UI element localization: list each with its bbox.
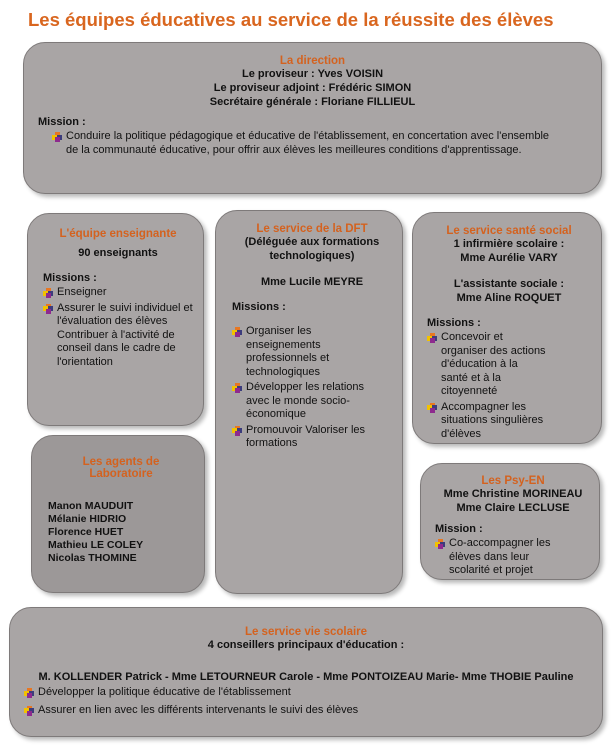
direction-proviseur: Le proviseur : Yves VOISIN xyxy=(241,68,384,80)
psy-person-2: Mme Claire LECLUSE xyxy=(456,502,570,514)
vie-scolaire-box xyxy=(9,607,603,737)
dft-mission-text: Développer les relations avec le monde socio-économique xyxy=(246,381,365,420)
enseignante-mission-text: Assurer le suivi individuel et l'évaluation des élèves Contribuer à l'activité de conseil dans le cadre de l'orientation xyxy=(57,301,193,368)
dft-heading: Le service de la DFT xyxy=(256,223,368,235)
list-item xyxy=(43,286,193,300)
direction-secretaire: Secrétaire générale : Floriane FILLIEUL xyxy=(209,96,416,108)
bullet-icon xyxy=(232,383,242,393)
psy-person-1: Mme Christine MORINEAU xyxy=(443,488,583,500)
sante-infirmiere-title: 1 infirmière scolaire : xyxy=(453,238,565,250)
direction-heading: La direction xyxy=(279,55,346,67)
sante-mission-text: Concevoir et organiser des actions d'éducation à la santé et à la citoyenneté xyxy=(441,331,546,397)
labo-name: Mélanie HIDRIO xyxy=(48,513,127,525)
psy-heading: Les Psy-EN xyxy=(481,475,545,487)
enseignante-mission-label: Missions : xyxy=(43,272,97,284)
list-item xyxy=(232,424,372,451)
bullet-icon xyxy=(427,403,437,413)
bullet-icon xyxy=(52,132,62,142)
bullet-icon xyxy=(232,426,242,436)
enseignante-count: 90 enseignants xyxy=(78,247,158,259)
sante-box xyxy=(412,212,602,444)
list-item xyxy=(24,686,588,700)
dft-mission-label: Missions : xyxy=(232,301,286,313)
sante-assistante: Mme Aline ROQUET xyxy=(456,292,562,304)
labo-name: Manon MAUDUIT xyxy=(48,500,134,512)
psy-box xyxy=(420,463,600,580)
list-item xyxy=(435,537,563,578)
list-item xyxy=(427,331,547,399)
list-item xyxy=(232,325,372,379)
vie-subheading: 4 conseillers principaux d'éducation : xyxy=(207,639,405,651)
bullet-icon xyxy=(43,288,53,298)
bullet-icon xyxy=(435,539,445,549)
sante-mission-label: Missions : xyxy=(427,317,481,329)
sante-infirmiere: Mme Aurélie VARY xyxy=(460,252,558,264)
labo-name: Florence HUET xyxy=(48,526,124,538)
vie-mission-text: Développer la politique éducative de l'établissement xyxy=(38,686,291,698)
list-item xyxy=(24,704,588,718)
vie-names: M. KOLLENDER Patrick - Mme LETOURNEUR Carole - Mme PONTOIZEAU Marie- Mme THOBIE Pauline xyxy=(38,671,574,683)
page-title: Les équipes éducatives au service de la réussite des élèves xyxy=(28,9,554,30)
enseignante-heading: L'équipe enseignante xyxy=(59,228,177,240)
dft-person: Mme Lucile MEYRE xyxy=(260,276,364,288)
direction-mission-label: Mission : xyxy=(38,116,86,128)
enseignante-mission-text: Enseigner xyxy=(57,286,107,298)
list-item xyxy=(232,381,372,422)
direction-mission-text: Conduire la politique pédagogique et éducative de l'établissement, en concertation avec l'ensemble de la communauté éducative, pour offrir aux élèves les meilleures conditions d'apprentissage. xyxy=(66,130,550,156)
sante-heading: Le service santé social xyxy=(446,225,572,237)
psy-mission-text: Co-accompagner les élèves dans leur scolarité et projet xyxy=(449,537,551,576)
bullet-icon xyxy=(232,327,242,337)
bullet-icon xyxy=(43,304,53,314)
labo-box xyxy=(31,435,205,593)
labo-name: Nicolas THOMINE xyxy=(48,552,137,564)
bullet-icon xyxy=(24,688,34,698)
vie-heading: Le service vie scolaire xyxy=(244,626,368,638)
sante-mission-text: Accompagner les situations singulières d'élèves xyxy=(441,400,544,440)
dft-subheading: (Déléguée aux formations technologiques) xyxy=(244,236,380,262)
direction-adjoint: Le proviseur adjoint : Frédéric SIMON xyxy=(213,82,412,94)
list-item xyxy=(427,401,547,442)
labo-heading: Les agents de Laboratoire xyxy=(82,456,160,480)
dft-mission-text: Organiser les enseignements professionnels et technologiques xyxy=(246,325,330,378)
bullet-icon xyxy=(24,706,34,716)
vie-mission-text: Assurer en lien avec les différents intervenants le suivi des élèves xyxy=(38,703,359,716)
list-item xyxy=(43,302,193,370)
list-item xyxy=(52,130,552,157)
dft-box xyxy=(215,210,403,594)
sante-assistante-title: L'assistante sociale : xyxy=(453,278,565,290)
direction-box xyxy=(23,42,602,194)
dft-mission-text: Promouvoir Valoriser les formations xyxy=(246,423,366,449)
psy-mission-label: Mission : xyxy=(435,523,483,535)
bullet-icon xyxy=(427,333,437,343)
labo-name: Mathieu LE COLEY xyxy=(48,539,144,551)
enseignante-box xyxy=(27,213,204,426)
